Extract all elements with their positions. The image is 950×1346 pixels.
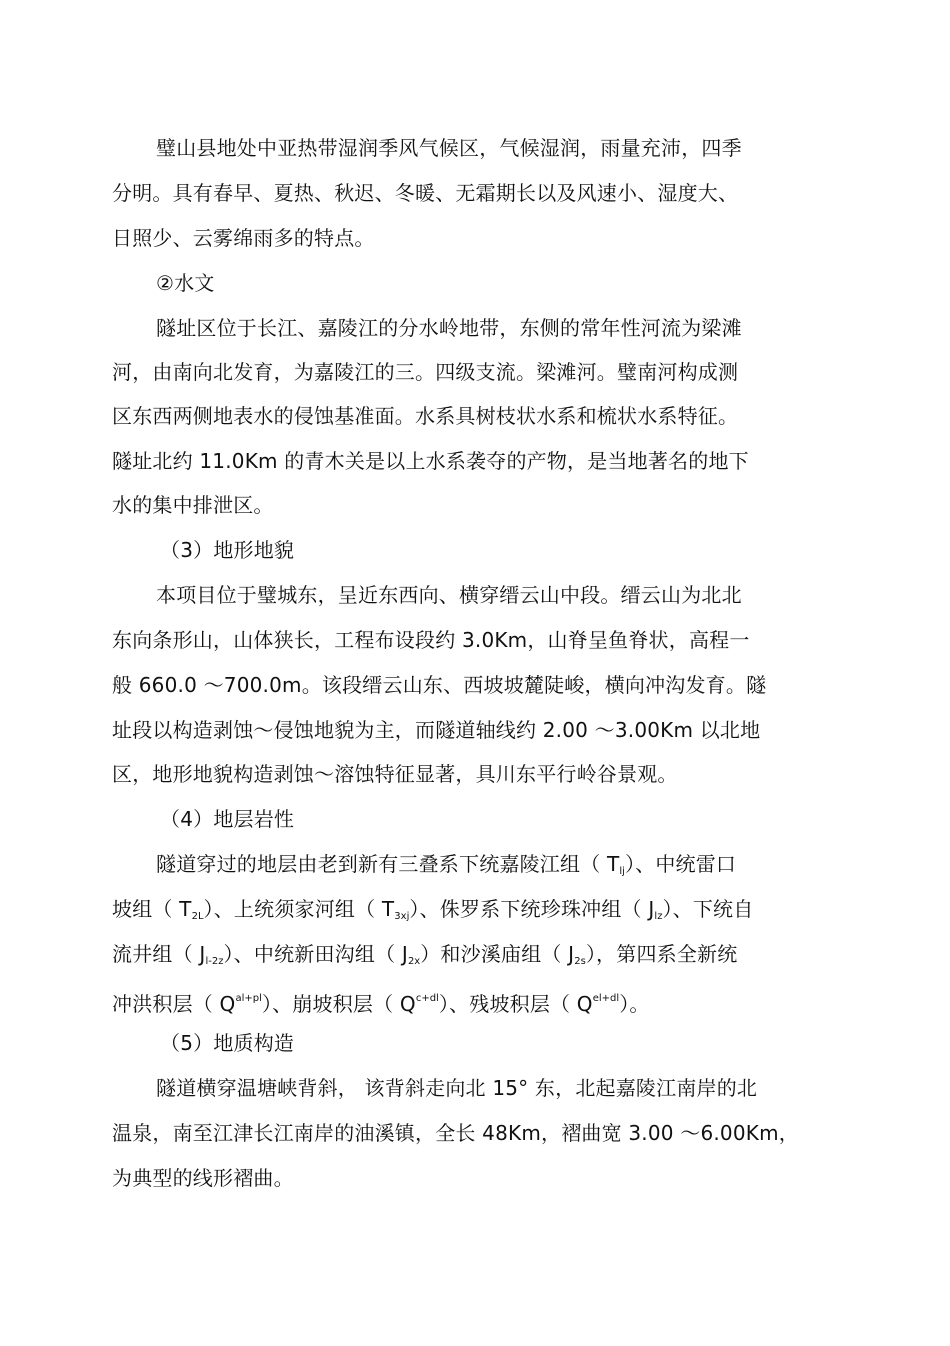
strata-line-3-part-c: ）和沙溪庙组（ J xyxy=(420,942,575,966)
formation-subscript: 3xj xyxy=(394,911,410,922)
hydrology-paragraph-line-4: 隧址北约 11.0Km 的青木关是以上水系袭夺的产物，是当地著名的地下 xyxy=(112,449,749,473)
strata-line-4-part-b: ）、崩坡积层（ Q xyxy=(261,992,416,1016)
landform-paragraph-line-3: 般 660.0 ～700.0m。该段缙云山东、西坡坡麓陡峻，横向冲沟发育。隧 xyxy=(112,673,767,697)
hydrology-paragraph-line-1: 隧址区位于长江、嘉陵江的分水岭地带，东侧的常年性河流为梁滩 xyxy=(156,316,742,340)
hydrology-paragraph-line-5: 水的集中排泄区。 xyxy=(112,493,274,517)
formation-subscript: 2s xyxy=(574,956,586,967)
strata-heading: （4）地层岩性 xyxy=(160,807,295,831)
hydrology-paragraph-line-2: 河，由南向北发育，为嘉陵江的三。四级支流。梁滩河。璧南河构成测 xyxy=(112,360,739,384)
strata-line-2-part-d: ）、下统自 xyxy=(662,897,754,921)
strata-paragraph-line-4 xyxy=(112,986,650,1017)
strata-line-4-part-a: 冲洪积层（ Q xyxy=(112,992,236,1016)
climate-paragraph-line-3: 日照少、云雾绵雨多的特点。 xyxy=(112,226,375,250)
formation-subscript: lz xyxy=(654,911,663,922)
formation-subscript: 2x xyxy=(407,956,421,967)
climate-paragraph-line-1: 璧山县地处中亚热带湿润季风气候区，气候湿润，雨量充沛，四季 xyxy=(156,136,742,160)
strata-paragraph-line-3 xyxy=(112,941,737,975)
deposit-superscript: al+pl xyxy=(235,993,262,1004)
strata-line-2-part-a: 坡组（ T xyxy=(112,897,192,921)
landform-paragraph-line-5: 区，地形地貌构造剥蚀～溶蚀特征显著，具川东平行岭谷景观。 xyxy=(112,762,678,786)
strata-line-3-part-d: ），第四系全新统 xyxy=(585,942,738,966)
strata-line-1-text: 隧道穿过的地层由老到新有三叠系下统嘉陵江组（ T xyxy=(156,852,620,876)
formation-subscript: l-2z xyxy=(205,956,224,967)
hydrology-paragraph-line-3: 区东西两侧地表水的侵蚀基准面。水系具树枝状水系和梳状水系特征。 xyxy=(112,404,739,428)
strata-line-4-part-c: ）、残坡积层（ Q xyxy=(438,992,593,1016)
structure-paragraph-line-2: 温泉，南至江津长江南岸的油溪镇，全长 48Km，褶曲宽 3.00 ～6.00Km， xyxy=(112,1121,799,1145)
hydrology-heading: ②水文 xyxy=(156,271,215,295)
strata-line-2-part-b: ）、上统须家河组（ T xyxy=(203,897,395,921)
strata-line-1-tail: ）、中统雷口 xyxy=(624,852,737,876)
climate-paragraph-line-2: 分明。具有春早、夏热、秋迟、冬暖、无霜期长以及风速小、湿度大、 xyxy=(112,181,739,205)
deposit-superscript: c+dl xyxy=(415,993,439,1004)
structure-heading: （5）地质构造 xyxy=(160,1031,295,1055)
landform-heading: （3）地形地貌 xyxy=(160,538,295,562)
structure-paragraph-line-3: 为典型的线形褶曲。 xyxy=(112,1166,294,1190)
strata-paragraph-line-2 xyxy=(112,896,753,930)
landform-paragraph-line-4: 址段以构造剥蚀～侵蚀地貌为主，而隧道轴线约 2.00 ～3.00Km 以北地 xyxy=(112,718,761,742)
strata-line-2-part-c: ）、侏罗系下统珍珠冲组（ J xyxy=(409,897,655,921)
deposit-superscript: el+dl xyxy=(592,993,620,1004)
landform-paragraph-line-1: 本项目位于璧城东，呈近东西向、横穿缙云山中段。缙云山为北北 xyxy=(156,583,742,607)
formation-subscript: 2L xyxy=(191,911,204,922)
strata-paragraph-line-1 xyxy=(156,851,736,885)
strata-line-4-part-d: ）。 xyxy=(619,992,650,1016)
formation-subscript: lj xyxy=(619,866,625,877)
structure-paragraph-line-1: 隧道横穿温塘峡背斜， 该背斜走向北 15° 东，北起嘉陵江南岸的北 xyxy=(156,1076,758,1100)
landform-paragraph-line-2: 东向条形山，山体狭长，工程布设段约 3.0Km，山脊呈鱼脊状，高程一 xyxy=(112,628,750,652)
strata-line-3-part-a: 流井组（ J xyxy=(112,942,206,966)
strata-line-3-part-b: ）、中统新田沟组（ J xyxy=(223,942,408,966)
